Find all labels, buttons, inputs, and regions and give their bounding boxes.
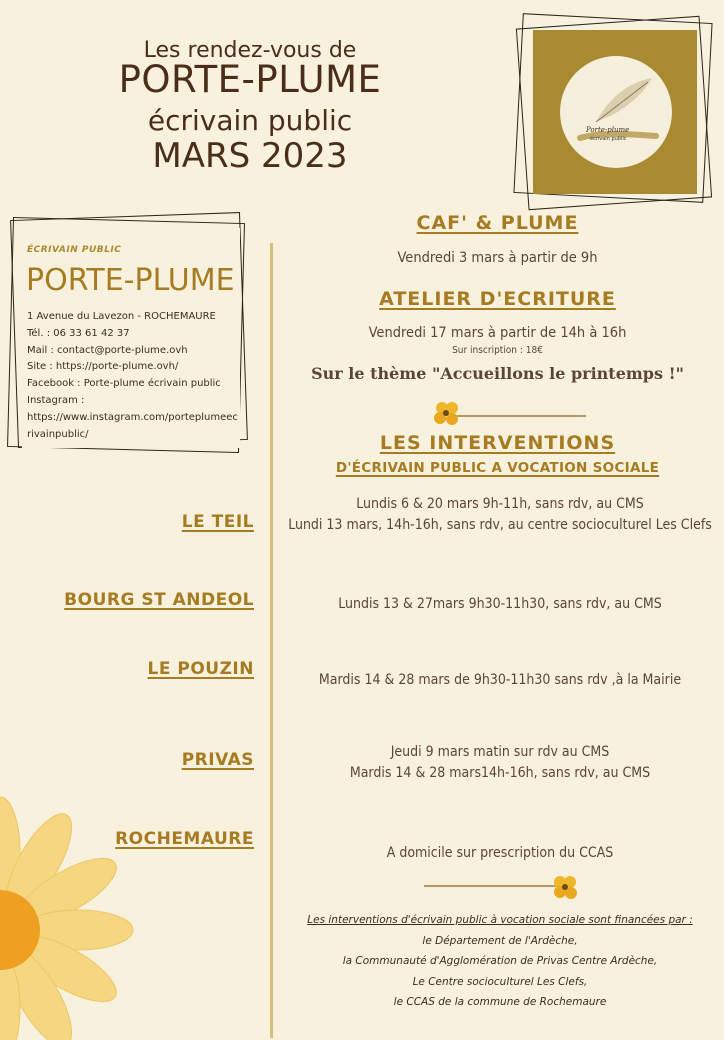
- atelier-text: Vendredi 17 mars à partir de 14h à 16h: [368, 325, 627, 341]
- schedule-line: Mardis 14 & 28 mars14h-16h, sans rdv, au CMS: [349, 765, 651, 781]
- instagram-label: Instagram :: [27, 394, 85, 406]
- schedule-line: Lundis 13 & 27mars 9h30-11h30, sans rdv, au CMS: [338, 596, 662, 612]
- funding-line: le Département de l'Ardèche,: [422, 934, 578, 947]
- flower-divider-icon: [430, 396, 590, 430]
- interventions-subtitle: D'ÉCRIVAIN PUBLIC A VOCATION SOCIALE: [335, 460, 660, 476]
- header-line-1: Les rendez-vous de: [143, 38, 357, 63]
- logo-circle: [560, 56, 672, 168]
- funding-line: Le Centre socioculturel Les Clefs,: [412, 975, 588, 988]
- website-link[interactable]: Site : https://porte-plume.ovh/: [27, 361, 179, 373]
- quill-icon: [560, 56, 672, 168]
- caf-text: Vendredi 3 mars à partir de 9h: [397, 250, 598, 266]
- caf-title: CAF' & PLUME: [416, 212, 579, 234]
- town-le-teil-schedule: [280, 494, 720, 536]
- logo-text-1: Porte-plume: [586, 126, 630, 134]
- flower-divider-icon: [420, 872, 580, 906]
- sunflower-icon: [0, 780, 170, 1040]
- instagram-link[interactable]: https://www.instagram.com/porteplumeecrivainpublic/: [27, 411, 238, 440]
- card-tag: ÉCRIVAIN PUBLIC: [27, 245, 122, 255]
- vertical-divider: [270, 243, 273, 1038]
- atelier-sub: Sur inscription : 18€: [452, 345, 543, 356]
- funding-line: la Communauté d'Agglomération de Privas Centre Ardèche,: [342, 955, 658, 967]
- atelier-title: ATELIER D'ECRITURE: [379, 288, 616, 310]
- contact-info: [27, 309, 239, 443]
- facebook: Facebook : Porte-plume écrivain public: [27, 378, 221, 390]
- schedule-line: Lundis 6 & 20 mars 9h-11h, sans rdv, au CMS: [356, 496, 644, 512]
- town-le-pouzin-schedule: [280, 670, 720, 691]
- town-bourg-st-andeol: BOURG ST ANDEOL: [64, 590, 254, 610]
- town-bourg-schedule: [280, 594, 720, 615]
- header-date: MARS 2023: [152, 136, 348, 176]
- interventions-title: LES INTERVENTIONS: [379, 432, 616, 454]
- town-rochemaure: ROCHEMAURE: [115, 829, 254, 849]
- atelier-theme: Sur le thème "Accueillons le printemps !": [311, 364, 684, 383]
- schedule-line: A domicile sur prescription du CCAS: [386, 845, 614, 861]
- town-rochemaure-schedule: [280, 843, 720, 864]
- header-title: PORTE-PLUME: [118, 58, 382, 101]
- schedule-line: Jeudi 9 mars matin sur rdv au CMS: [390, 744, 610, 760]
- card-name: PORTE-PLUME: [26, 263, 235, 298]
- schedule-line: Mardis 14 & 28 mars de 9h30-11h30 sans rdv ,à la Mairie: [318, 672, 682, 688]
- funding-heading: Les interventions d'écrivain public à vocation sociale sont financées par :: [307, 914, 693, 926]
- address: 1 Avenue du Lavezon - ROCHEMAURE: [27, 311, 216, 322]
- town-le-pouzin: LE POUZIN: [147, 659, 254, 679]
- logo-text-2: écrivain public: [590, 136, 627, 142]
- town-privas: PRIVAS: [181, 750, 254, 770]
- town-privas-schedule: [280, 742, 720, 784]
- schedule-line: Lundi 13 mars, 14h-16h, sans rdv, au centre socioculturel Les Clefs: [288, 517, 712, 533]
- email[interactable]: Mail : contact@porte-plume.ovh: [27, 344, 188, 356]
- header-line-3: écrivain public: [147, 104, 353, 137]
- phone: Tél. : 06 33 61 42 37: [27, 327, 130, 339]
- funding-block: [290, 910, 710, 1013]
- funding-line: le CCAS de la commune de Rochemaure: [393, 996, 607, 1008]
- town-le-teil: LE TEIL: [181, 512, 254, 532]
